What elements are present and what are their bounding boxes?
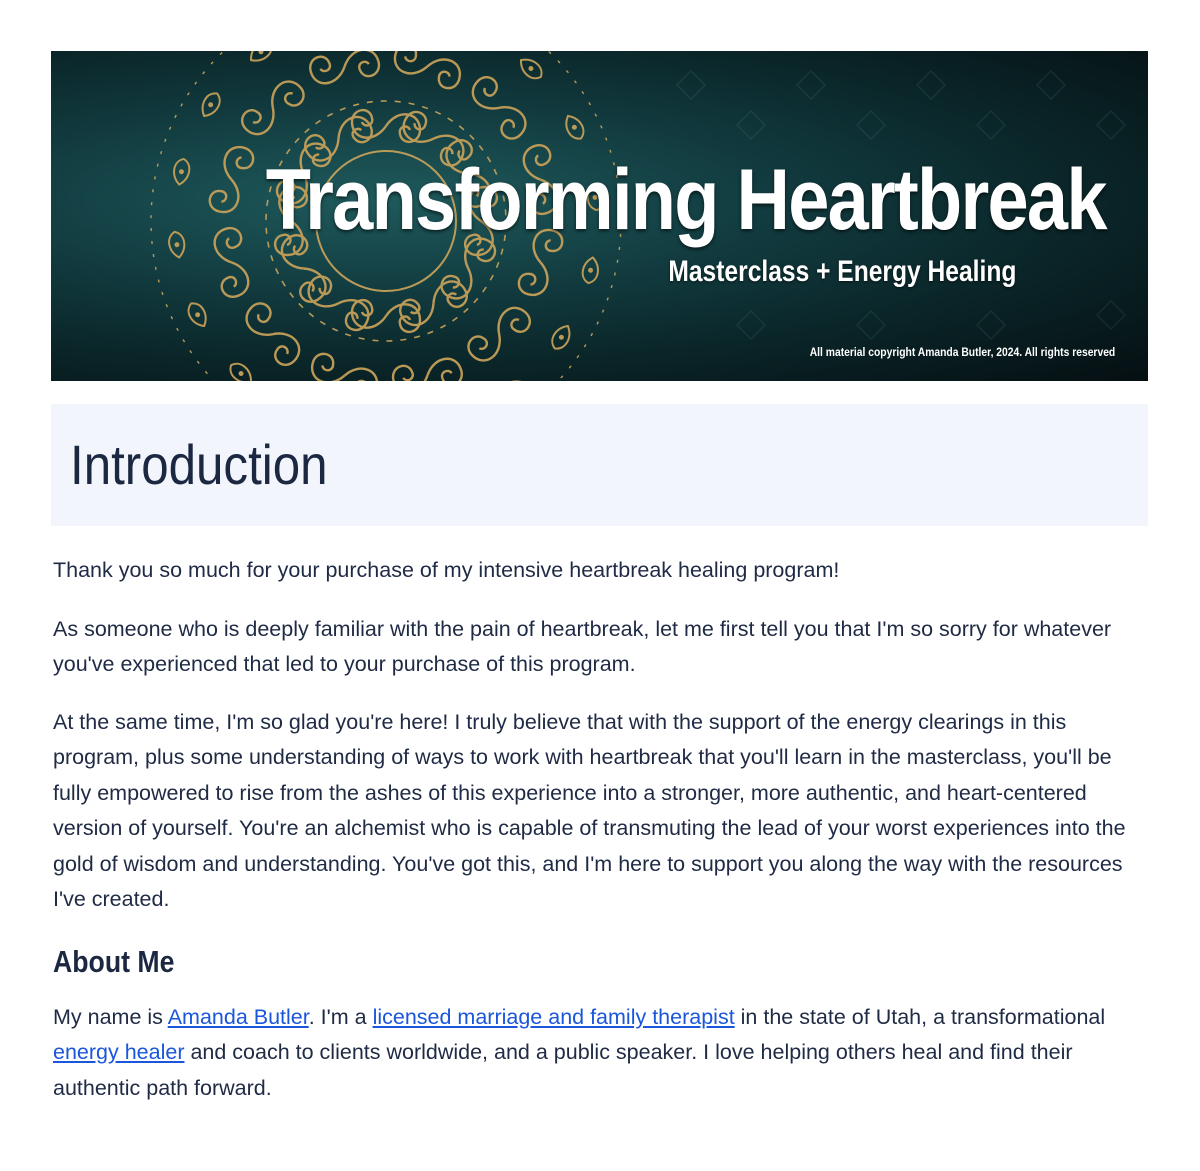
energy-healer-link[interactable]: energy healer	[53, 1040, 185, 1064]
therapist-link[interactable]: licensed marriage and family therapist	[372, 1004, 735, 1029]
introduction-heading: Introduction	[70, 433, 328, 496]
intro-paragraph-3: At the same time, I'm so glad you're here! I truly believe that with the support of the energy clearings in this program, plus some understanding of ways to work with heartbreak that you'll learn in the masterclass, you'll be fully empowered to rise from the ashes of this experience into a stronger, more authentic, and heart-centered version of yourself. You're an alchemist who is capable of transmuting the lead of your worst experiences into the gold of wisdom and understanding. You've got this, and I'm here to support you along the way with the resources I've created.	[53, 709, 1126, 911]
about-text-3: in the state of Utah, a transformational	[734, 1004, 1106, 1029]
about-text-4: and coach to clients worldwide, and a public speaker. I love helping others heal and find their authentic path forward.	[53, 1040, 1073, 1100]
about-text-2: . I'm a	[308, 1004, 373, 1029]
about-me-heading: About Me	[53, 943, 175, 979]
banner-subtitle: Masterclass + Energy Healing	[668, 255, 1016, 288]
intro-paragraph-2: As someone who is deeply familiar with the pain of heartbreak, let me first tell you that I'm so sorry for whatever you've experienced that led to your purchase of this program.	[53, 616, 1112, 676]
header-banner	[51, 51, 1148, 381]
about-text-1: My name is	[53, 1004, 168, 1029]
intro-paragraph-1: Thank you so much for your purchase of my intensive heartbreak healing program!	[53, 558, 840, 582]
document-body	[51, 553, 1148, 1106]
document-page	[51, 51, 1148, 1128]
amanda-butler-link[interactable]: Amanda Butler	[167, 1004, 309, 1029]
banner-title: Transforming Heartbreak	[265, 152, 1106, 248]
introduction-heading-box	[51, 404, 1148, 526]
banner-copyright: All material copyright Amanda Butler, 2024. All rights reserved	[809, 345, 1115, 359]
about-paragraph	[53, 1000, 1148, 1107]
